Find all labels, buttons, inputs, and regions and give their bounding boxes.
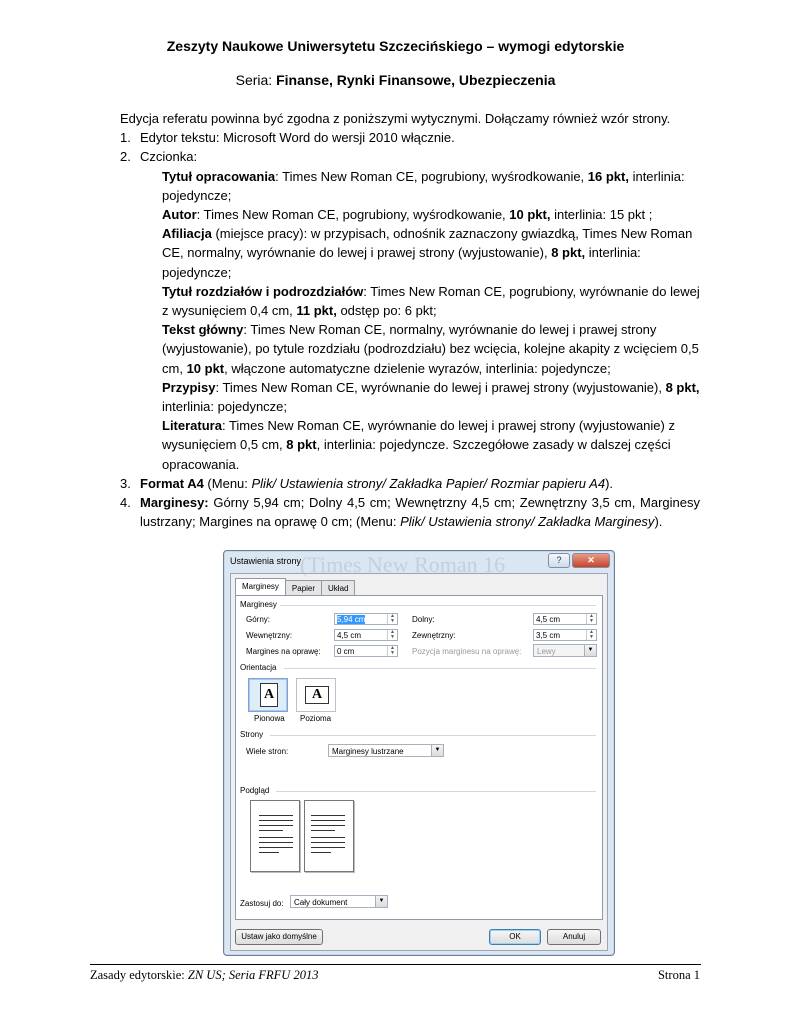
- list-text: Edytor tekstu: Microsoft Word do wersji 2010 włącznie.: [140, 130, 455, 146]
- group-pages-title: Strony: [240, 730, 264, 739]
- list-number: 1.: [120, 130, 131, 146]
- intro-paragraph: Edycja referatu powinna być zgodna z poniższymi wytycznymi. Dołączamy również wzór strony.: [120, 111, 671, 126]
- format-label: Format A4: [140, 475, 204, 491]
- landscape-label: Pozioma: [300, 714, 332, 723]
- spec-size: 11 pkt,: [296, 303, 337, 319]
- bottom-margin-value: 4,5 cm: [536, 615, 561, 624]
- group-divider: [280, 605, 596, 606]
- series-name: Finanse, Rynki Finansowe, Ubezpieczenia: [276, 72, 556, 88]
- gutter-position-value: Lewy: [537, 647, 556, 656]
- chevron-down-icon[interactable]: ▼: [375, 896, 387, 907]
- spec-chapters-label: Tytuł rozdziałów i podrozdziałów: [162, 283, 364, 299]
- group-margins-title: Marginesy: [240, 600, 277, 609]
- spec-main-text: [120, 320, 700, 378]
- group-divider: [284, 668, 596, 669]
- spec-text: interlinia: pojedyncze;: [162, 168, 685, 203]
- outer-margin-input[interactable]: [533, 629, 597, 641]
- spec-title-label: Tytuł opracowania: [162, 168, 276, 184]
- top-margin-input[interactable]: [334, 613, 398, 625]
- spec-text: : Times New Roman CE, normalny, wyrównanie do lewej i prawej strony (wyjustowanie), po tytule rozdziału (podrozdziału) bez wcięcia, kolejne akapity z wcięciem 0,5 cm,: [162, 322, 699, 376]
- landscape-page-icon: A: [305, 686, 329, 704]
- list-number: 2.: [120, 149, 131, 165]
- portrait-label: Pionowa: [254, 714, 285, 723]
- spec-affiliation: [120, 224, 700, 282]
- gutter-input[interactable]: [334, 645, 398, 657]
- spec-text: (miejsce pracy): w przypisach, odnośnik zaznaczony gwiazdką, Times New Roman CE, normalny, wyrównanie do lewej i prawej strony (wyjustowanie),: [162, 226, 693, 261]
- list-number: 3.: [120, 475, 131, 491]
- bottom-margin-input[interactable]: [533, 613, 597, 625]
- spec-text: interlinia: pojedyncze;: [162, 399, 288, 415]
- inner-margin-label: Wewnętrzny:: [246, 631, 293, 640]
- spec-size: 16 pkt,: [587, 168, 629, 184]
- set-default-button[interactable]: Ustaw jako domyślne: [235, 929, 323, 945]
- spec-chapters: [120, 282, 700, 320]
- top-margin-label: Górny:: [246, 615, 271, 624]
- gutter-position-select: [533, 644, 597, 657]
- footer-left: [90, 968, 318, 983]
- format-menu-path: Plik/ Ustawienia strony/ Zakładka Papier/ Rozmiar papieru A4: [251, 475, 606, 491]
- spec-footnotes: [120, 378, 700, 416]
- group-divider: [270, 735, 596, 736]
- spec-text: interlinia: 15 pkt ;: [550, 207, 653, 223]
- inner-margin-value: 4,5 cm: [337, 631, 362, 640]
- apply-to-value: Cały dokument: [294, 898, 348, 907]
- outer-margin-value: 3,5 cm: [536, 631, 561, 640]
- series-line: [0, 72, 791, 88]
- spec-size: 8 pkt,: [551, 245, 586, 261]
- dialog-content: [230, 573, 608, 951]
- page-title: Zeszyty Naukowe Uniwersytetu Szczecińskiego – wymogi edytorskie: [166, 38, 625, 54]
- format-text: (Menu:: [203, 475, 252, 491]
- margins-text: Górny 5,94 cm; Dolny 4,5 cm; Wewnętrzny 4,5 cm; Zewnętrzny 3,5 cm, Marginesy lustrzany; Margines na oprawę 0 cm; (Menu:: [140, 495, 700, 530]
- list-item-3: [120, 474, 700, 493]
- dialog-title: Ustawienia strony: [230, 556, 302, 566]
- page-setup-dialog: [223, 550, 615, 956]
- list-number: 4.: [120, 495, 131, 511]
- spec-title: [120, 167, 700, 205]
- chevron-down-icon[interactable]: ▼: [431, 745, 443, 756]
- gutter-position-label: Pozycja marginesu na oprawę:: [412, 647, 522, 656]
- inner-margin-input[interactable]: [334, 629, 398, 641]
- margins-label: Marginesy:: [140, 495, 209, 511]
- spec-size: 10 pkt: [186, 360, 225, 376]
- group-preview-title: Podgląd: [240, 786, 270, 795]
- background-watermark: (Times New Roman 16: [300, 552, 506, 577]
- spec-literature-label: Literatura: [162, 418, 222, 434]
- document-body: [120, 109, 700, 531]
- series-label: Seria:: [235, 72, 277, 88]
- spec-author-label: Autor: [162, 207, 197, 223]
- multiple-pages-label: Wiele stron:: [246, 747, 289, 756]
- spin-arrows-icon[interactable]: ▲ ▼: [586, 630, 596, 640]
- outer-margin-label: Zewnętrzny:: [412, 631, 456, 640]
- spec-text: : Times New Roman CE, pogrubiony, wyrównanie do lewej z wysunięciem 0,4 cm,: [162, 283, 700, 319]
- spec-author: [120, 205, 700, 224]
- list-item-1: [120, 128, 700, 147]
- footer-label: Zasady edytorskie:: [90, 968, 188, 982]
- landscape-button[interactable]: [296, 678, 336, 712]
- portrait-page-icon: A: [260, 683, 278, 707]
- spec-affiliation-label: Afiliacja: [162, 226, 212, 242]
- spec-text: , interlinia: pojedyncze. Szczegółowe zasady w dalszej części opracowania.: [162, 437, 671, 472]
- spin-arrows-icon[interactable]: ▲ ▼: [387, 630, 397, 640]
- footer-divider: [90, 964, 701, 965]
- multiple-pages-select[interactable]: [328, 744, 444, 757]
- spec-text: : Times New Roman CE, pogrubiony, wyśrodkowanie,: [196, 207, 510, 223]
- footer-series: ZN US; Seria FRFU 2013: [187, 968, 319, 982]
- spec-text: : Times New Roman CE, pogrubiony, wyśrodkowanie,: [275, 168, 588, 184]
- margins-text: ).: [654, 514, 663, 530]
- cancel-button[interactable]: Anuluj: [547, 929, 601, 945]
- ok-button[interactable]: OK: [489, 929, 541, 945]
- spec-text: , włączone automatyczne dzielenie wyrazów, interlinia: pojedyncze;: [224, 360, 611, 376]
- apply-to-select[interactable]: [290, 895, 388, 908]
- group-orientation-title: Orientacja: [240, 663, 277, 672]
- group-divider: [276, 791, 596, 792]
- spec-main-text-label: Tekst główny: [162, 322, 244, 338]
- spin-arrows-icon[interactable]: ▲ ▼: [586, 614, 596, 624]
- apply-to-label: Zastosuj do:: [240, 899, 284, 908]
- page-number: Strona 1: [657, 968, 700, 982]
- spin-arrows-icon[interactable]: ▲ ▼: [387, 646, 397, 656]
- portrait-button[interactable]: [248, 678, 288, 712]
- spec-size: 8 pkt,: [665, 379, 700, 395]
- format-text: ).: [605, 475, 614, 491]
- dialog-window-controls: [548, 553, 610, 568]
- close-icon[interactable]: ✕: [572, 553, 610, 568]
- top-margin-value: 5,94 cm: [337, 615, 366, 624]
- tab-uklad[interactable]: Układ: [321, 580, 355, 596]
- bottom-margin-label: Dolny:: [412, 615, 435, 624]
- spec-text: odstęp po: 6 pkt;: [336, 303, 437, 319]
- margins-tab-panel: [235, 595, 603, 920]
- margins-menu-path: Plik/ Ustawienia strony/ Zakładka Marginesy: [400, 514, 655, 530]
- tab-marginesy[interactable]: Marginesy: [235, 578, 286, 596]
- spec-text: : Times New Roman CE, wyrównanie do lewej i prawej strony (wyjustowanie) z wysunięciem 0,5 cm,: [162, 418, 675, 453]
- spec-size: 8 pkt: [286, 437, 317, 453]
- tab-papier[interactable]: Papier: [285, 580, 322, 596]
- list-item-2: [120, 147, 700, 166]
- preview-right-page: [304, 800, 354, 872]
- spec-footnotes-label: Przypisy: [162, 379, 216, 395]
- multiple-pages-value: Marginesy lustrzane: [332, 747, 404, 756]
- list-item-4: [120, 493, 700, 531]
- spec-text: interlinia: pojedyncze;: [162, 245, 641, 280]
- spec-literature: [120, 416, 700, 474]
- gutter-value: 0 cm: [337, 647, 355, 656]
- spec-text: : Times New Roman CE, wyrównanie do lewej i prawej strony (wyjustowanie),: [215, 379, 666, 395]
- preview-left-page: [250, 800, 300, 872]
- gutter-label: Margines na oprawę:: [246, 647, 321, 656]
- help-icon[interactable]: ?: [548, 553, 570, 568]
- spin-arrows-icon[interactable]: ▲ ▼: [387, 614, 397, 624]
- spec-size: 10 pkt,: [509, 207, 551, 223]
- chevron-down-icon: ▼: [584, 645, 596, 656]
- list-text: Czcionka:: [140, 149, 198, 165]
